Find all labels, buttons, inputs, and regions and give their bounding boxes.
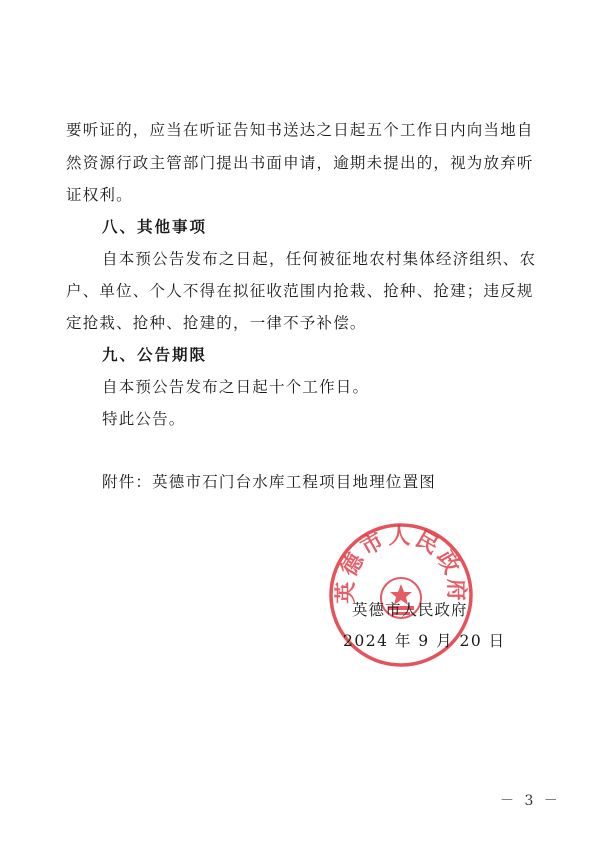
section8-heading: 八、其他事项 bbox=[102, 218, 208, 236]
seal-text: 英德市人民政府 bbox=[333, 524, 469, 604]
page-number: － 3 － bbox=[500, 793, 561, 809]
section9-line-2: 特此公告。 bbox=[102, 410, 186, 428]
body-line-3: 证权利。 bbox=[66, 186, 133, 204]
section9-line-1: 自本预公告发布之日起十个工作日。 bbox=[102, 378, 370, 396]
section8-line-1: 自本预公告发布之日起，任何被征地农村集体经济组织、农 bbox=[102, 250, 537, 268]
signature-organization: 英德市人民政府 bbox=[352, 601, 468, 619]
signature-date: 2024 年 9 月 20 日 bbox=[343, 632, 506, 650]
attachment-line: 附件：英德市石门台水库工程项目地理位置图 bbox=[102, 473, 437, 491]
body-line-2: 然资源行政主管部门提出书面申请，逾期未提出的，视为放弃听 bbox=[66, 154, 534, 172]
section8-line-2: 户、单位、个人不得在拟征收范围内抢栽、抢种、抢建；违反规 bbox=[66, 282, 534, 300]
section8-line-3: 定抢栽、抢种、抢建的，一律不予补偿。 bbox=[66, 314, 367, 332]
section9-heading: 九、公告期限 bbox=[102, 346, 208, 364]
body-line-1: 要听证的，应当在听证告知书送达之日起五个工作日内向当地自 bbox=[66, 121, 534, 139]
